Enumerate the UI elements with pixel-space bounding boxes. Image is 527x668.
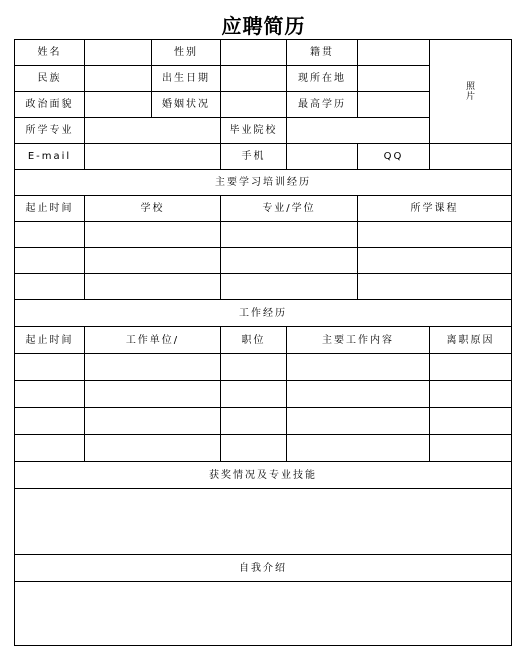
- study-col-degree: 专业/学位: [221, 196, 358, 222]
- study-col-period: 起止时间: [15, 196, 85, 222]
- work-duties-cell[interactable]: [287, 381, 430, 408]
- name-field[interactable]: [85, 40, 152, 66]
- name-label: 姓名: [15, 40, 85, 66]
- self-intro-field[interactable]: [15, 582, 512, 646]
- work-row: [15, 435, 512, 462]
- native-place-field[interactable]: [358, 40, 430, 66]
- work-employer-cell[interactable]: [85, 381, 221, 408]
- work-period-cell[interactable]: [15, 435, 85, 462]
- study-col-courses: 所学课程: [358, 196, 512, 222]
- work-period-cell[interactable]: [15, 408, 85, 435]
- study-degree-cell[interactable]: [221, 248, 358, 274]
- work-col-duties: 主要工作内容: [287, 327, 430, 354]
- political-status-field[interactable]: [85, 92, 152, 118]
- work-leave-reason-cell[interactable]: [430, 381, 512, 408]
- work-row: [15, 354, 512, 381]
- education-field[interactable]: [358, 92, 430, 118]
- work-position-cell[interactable]: [221, 435, 287, 462]
- self-intro-section-header: 自我介绍: [15, 555, 512, 582]
- marital-status-label: 婚姻状况: [152, 92, 221, 118]
- study-degree-cell[interactable]: [221, 222, 358, 248]
- ethnicity-label: 民族: [15, 66, 85, 92]
- study-school-cell[interactable]: [85, 248, 221, 274]
- qq-label: QQ: [358, 144, 430, 170]
- work-duties-cell[interactable]: [287, 408, 430, 435]
- resume-form: [14, 39, 512, 646]
- work-duties-cell[interactable]: [287, 435, 430, 462]
- study-period-cell[interactable]: [15, 274, 85, 300]
- work-col-position: 职位: [221, 327, 287, 354]
- awards-field[interactable]: [15, 489, 512, 555]
- study-courses-cell[interactable]: [358, 222, 512, 248]
- email-label: E-mail: [15, 144, 85, 170]
- birth-date-label: 出生日期: [152, 66, 221, 92]
- awards-section-header: 获奖情况及专业技能: [15, 462, 512, 489]
- email-field[interactable]: [85, 144, 221, 170]
- study-row: [15, 274, 512, 300]
- major-label: 所学专业: [15, 118, 85, 144]
- study-col-school: 学校: [85, 196, 221, 222]
- mobile-label: 手机: [221, 144, 287, 170]
- gender-field[interactable]: [221, 40, 287, 66]
- residence-label: 现所在地: [287, 66, 358, 92]
- work-duties-cell[interactable]: [287, 354, 430, 381]
- residence-field[interactable]: [358, 66, 430, 92]
- study-section-header: 主要学习培训经历: [15, 170, 512, 196]
- work-section-header: 工作经历: [15, 300, 512, 327]
- study-school-cell[interactable]: [85, 274, 221, 300]
- work-leave-reason-cell[interactable]: [430, 408, 512, 435]
- qq-field[interactable]: [430, 144, 512, 170]
- work-employer-cell[interactable]: [85, 408, 221, 435]
- work-period-cell[interactable]: [15, 354, 85, 381]
- political-status-label: 政治面貌: [15, 92, 85, 118]
- work-col-leave-reason: 离职原因: [430, 327, 512, 354]
- education-label: 最高学历: [287, 92, 358, 118]
- page-title: 应聘简历: [221, 14, 306, 38]
- gender-label: 性别: [152, 40, 221, 66]
- ethnicity-field[interactable]: [85, 66, 152, 92]
- work-leave-reason-cell[interactable]: [430, 435, 512, 462]
- graduate-school-label: 毕业院校: [221, 118, 287, 144]
- native-place-label: 籍贯: [287, 40, 358, 66]
- study-period-cell[interactable]: [15, 222, 85, 248]
- work-row: [15, 381, 512, 408]
- mobile-field[interactable]: [287, 144, 358, 170]
- study-row: [15, 222, 512, 248]
- work-leave-reason-cell[interactable]: [430, 354, 512, 381]
- work-position-cell[interactable]: [221, 408, 287, 435]
- study-courses-cell[interactable]: [358, 274, 512, 300]
- photo-box[interactable]: [430, 40, 512, 144]
- birth-date-field[interactable]: [221, 66, 287, 92]
- work-employer-cell[interactable]: [85, 354, 221, 381]
- study-school-cell[interactable]: [85, 222, 221, 248]
- work-employer-cell[interactable]: [85, 435, 221, 462]
- work-position-cell[interactable]: [221, 381, 287, 408]
- major-field[interactable]: [85, 118, 221, 144]
- graduate-school-field[interactable]: [287, 118, 430, 144]
- work-period-cell[interactable]: [15, 381, 85, 408]
- work-col-period: 起止时间: [15, 327, 85, 354]
- study-courses-cell[interactable]: [358, 248, 512, 274]
- marital-status-field[interactable]: [221, 92, 287, 118]
- photo-label: 照片: [465, 81, 475, 102]
- work-row: [15, 408, 512, 435]
- study-period-cell[interactable]: [15, 248, 85, 274]
- study-row: [15, 248, 512, 274]
- work-position-cell[interactable]: [221, 354, 287, 381]
- work-col-employer: 工作单位/: [85, 327, 221, 354]
- study-degree-cell[interactable]: [221, 274, 358, 300]
